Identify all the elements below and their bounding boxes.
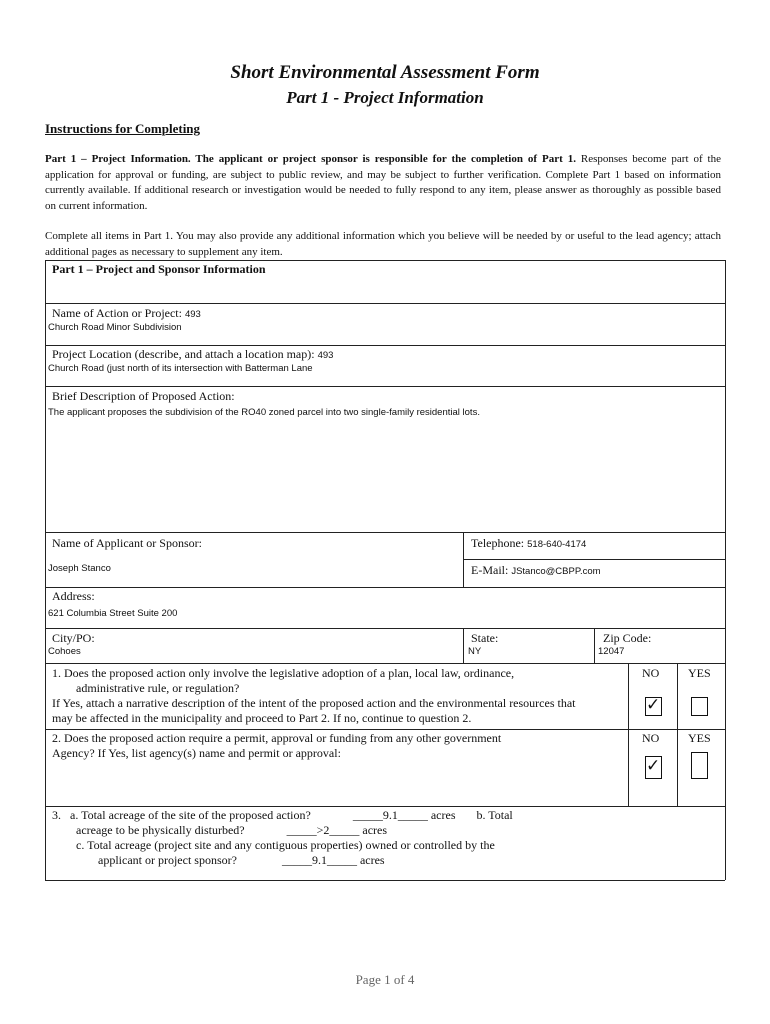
address-value[interactable]: 621 Columbia Street Suite 200 [48,608,178,619]
zip-value[interactable]: 12047 [598,646,625,657]
question-1 [52,666,576,726]
action-name-label [52,306,201,321]
form-subtitle: Part 1 - Project Information [286,88,484,107]
question-2-no-checkbox[interactable] [645,756,662,779]
question-2-yes-checkbox[interactable] [691,752,708,779]
instructions-bold-lead: Part 1 – Project Information. The applicant or project sponsor is responsible for the completion of Part 1. [45,153,576,165]
question-3-line-4: applicant or project sponsor? _____9.1_____ acres [98,853,385,867]
instructions-paragraph-2: Complete all items in Part 1. You may also provide any additional information which you believe will be needed by or useful to the lead agency; attach additional pages as necessary to supplement any item. [45,230,721,258]
form-title: Short Environmental Assessment Form [230,62,540,83]
question-3 [52,808,513,868]
question-1-line-4: may be affected in the municipality and proceed to Part 2. If no, continue to question 2. [52,711,472,725]
applicant-value[interactable]: Joseph Stanco [48,563,111,574]
question-1-line-2: administrative rule, or regulation? [76,681,240,695]
action-name-label-text: Name of Action or Project: [52,306,182,320]
city-value[interactable]: Cohoes [48,646,81,657]
email-label-text: E-Mail: [471,563,509,577]
question-1-line-3: If Yes, attach a narrative description of the intent of the proposed action and the environmental resources that [52,696,576,710]
state-value[interactable]: NY [468,646,482,657]
question-1-line-1: 1. Does the proposed action only involve the legislative adoption of a plan, local law, ordinance, [52,666,515,680]
email-label [471,563,601,578]
action-name-value-1[interactable]: 493 [184,309,201,320]
section-title: Part 1 – Project and Sponsor Information [52,262,266,276]
question-2-no-label: NO [642,731,660,745]
page-number: Page 1 of 4 [355,972,415,987]
project-location-label-text: Project Location (describe, and attach a location map): [52,347,315,361]
question-2-yes-label: YES [688,731,711,745]
email-value[interactable]: JStanco@CBPP.com [511,566,601,577]
address-label: Address: [52,589,95,603]
checkmark-icon: ✓ [646,695,661,715]
question-2 [52,731,501,761]
project-location-label [52,347,333,362]
question-2-line-2: Agency? If Yes, list agency(s) name and permit or approval: [52,746,341,760]
question-1-no-label: NO [642,666,660,680]
project-location-value-1[interactable]: 493 [317,350,334,361]
instructions-paragraph-1-text: Responses become part of the application for approval or funding, are subject to public review, and may be subject to further verification. Complete Part 1 based on information currently available. If additional research or investigation would be needed to fully respond to any item, please answer as thoroughly as possible based on current information. [45,153,721,212]
project-location-value-2[interactable]: Church Road (just north of its intersection with Batterman Lane [48,363,313,374]
question-1-yes-checkbox[interactable] [691,697,708,716]
question-1-yes-label: YES [688,666,711,680]
action-name-value-2[interactable]: Church Road Minor Subdivision [48,322,182,333]
telephone-label-text: Telephone: [471,536,525,550]
telephone-value[interactable]: 518-640-4174 [527,539,587,550]
zip-label: Zip Code: [603,631,652,645]
instructions-heading: Instructions for Completing [45,121,201,136]
question-3-line-2: acreage to be physically disturbed? _____>2_____ acres [76,823,388,837]
description-value[interactable]: The applicant proposes the subdivision of the RO40 zoned parcel into two single-family residential lots. [48,407,480,418]
question-1-no-checkbox[interactable] [645,697,662,716]
applicant-label: Name of Applicant or Sponsor: [52,536,202,550]
telephone-label [471,536,586,551]
question-3-line-1: 3. a. Total acreage of the site of the proposed action? _____9.1_____ acres b. Total [52,808,513,822]
city-label: City/PO: [52,631,95,645]
question-3-line-3: c. Total acreage (project site and any contiguous properties) owned or controlled by the [76,838,495,852]
state-label: State: [471,631,499,645]
description-label: Brief Description of Proposed Action: [52,389,235,403]
checkmark-icon: ✓ [646,756,661,776]
question-2-line-1: 2. Does the proposed action require a permit, approval or funding from any other government [52,731,502,745]
instructions-paragraph-1 [45,152,721,214]
